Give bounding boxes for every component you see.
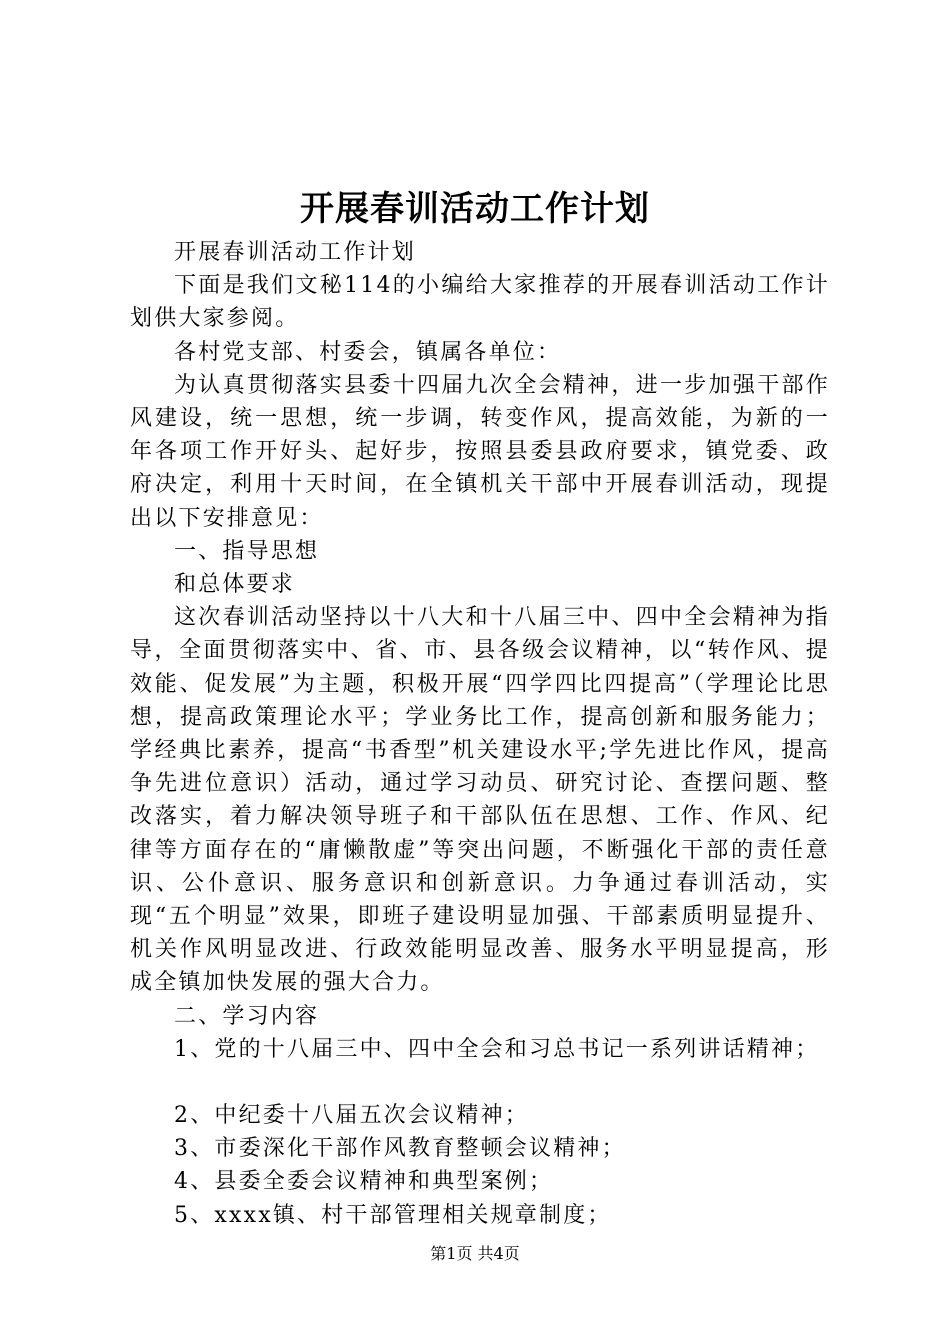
- list-item-2: 2、中纪委十八届五次会议精神；: [174, 1103, 529, 1129]
- paragraph-heading-repeat: 开展春训活动工作计划: [174, 240, 417, 265]
- list-item-3: 3、市委深化干部作风教育整顿会议精神；: [174, 1136, 626, 1162]
- paragraph-intro: 下面是我们文秘114的小编给大家推荐的开展春训活动工作计划供大家参阅。: [130, 273, 830, 332]
- paragraph-requirements: 这次春训活动坚持以十八大和十八届三中、四中全会精神为指导，全面贯彻落实中、省、市、县各级会议精神，以“转作风、提效能、促发展”为主题，积极开展“四学四比四提高”（学理论比思想，提高政策理论水平；学业务比工作，提高创新和服务能力；学经典比素养，提高“书香型”机关建设水平;学先进比作风，提高争先进位意识）活动，通过学习动员、研究讨论、查摆问题、整改落实，着力解决领导班子和干部队伍在思想、工作、作风、纪律等方面存在的“庸懒散虚”等突出问题，不断强化干部的责任意识、公仆意识、服务意识和创新意识。力争通过春训活动，实现“五个明显”效果，即班子建设明显加强、干部素质明显提升、机关作风明显改进、行政效能明显改善、服务水平明显提高，形成全镇加快发展的强大合力。: [130, 605, 830, 996]
- section-heading-overall-requirements: 和总体要求: [174, 572, 296, 598]
- document-title: 开展春训活动工作计划: [300, 189, 650, 229]
- page-footer: [0, 1242, 950, 1266]
- list-item-5: 5、xxxx镇、村干部管理相关规章制度；: [174, 1202, 612, 1228]
- paragraph-salutation: 各村党支部、村委会，镇属各单位：: [174, 339, 562, 365]
- list-item-1: 1、党的十八届三中、四中全会和习总书记一系列讲话精神；: [174, 1036, 820, 1062]
- paragraph-purpose: 为认真贯彻落实县委十四届九次全会精神，进一步加强干部作风建设，统一思想，统一步调，转变作风，提高效能，为新的一年各项工作开好头、起好步，按照县委县政府要求，镇党委、政府决定，利用十天时间，在全镇机关干部中开展春训活动，现提出以下安排意见：: [130, 372, 830, 531]
- document-body: [130, 236, 830, 1232]
- page-indicator: 第1页 共4页: [430, 1244, 520, 1263]
- list-item-4: 4、县委全委会议精神和典型案例；: [174, 1169, 554, 1195]
- section-heading-guiding-ideology: 一、指导思想: [174, 538, 320, 564]
- section-heading-study-content: 二、学习内容: [174, 1003, 320, 1029]
